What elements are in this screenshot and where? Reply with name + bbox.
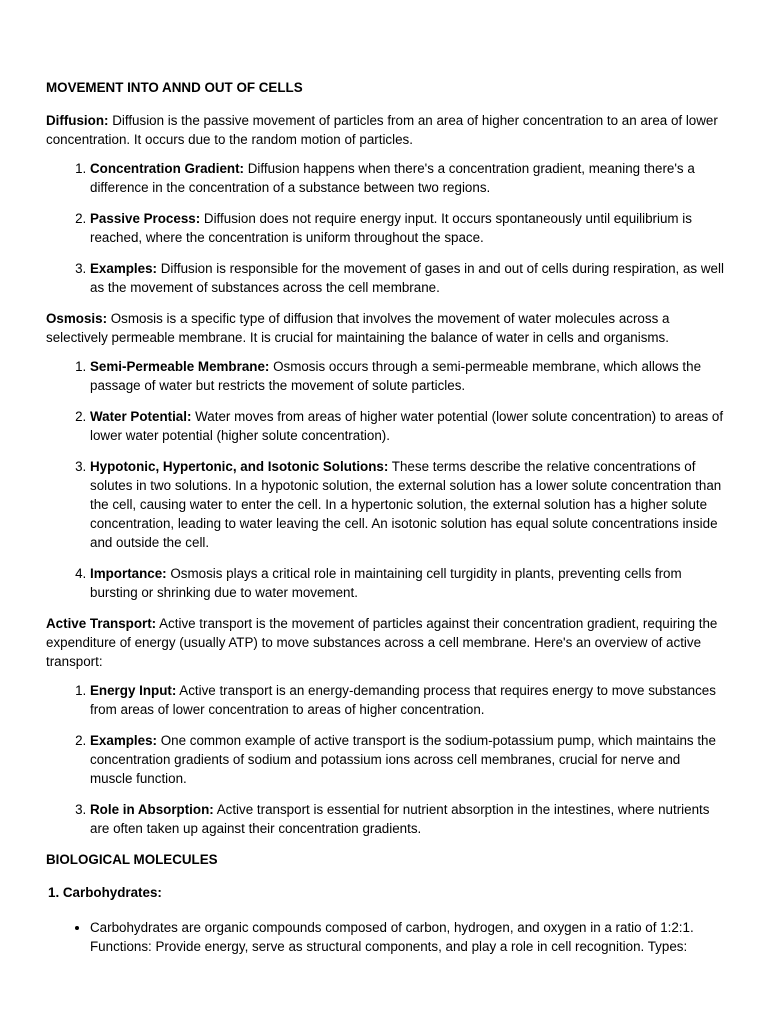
- item-term: Passive Process:: [90, 211, 201, 226]
- item-term: Hypotonic, Hypertonic, and Isotonic Solutions:: [90, 459, 389, 474]
- item-term: Importance:: [90, 566, 167, 581]
- carbohydrates-list: [46, 918, 726, 956]
- list-item: [90, 259, 726, 297]
- item-text: These terms describe the relative concentrations of solutes in two solutions. In a hypotonic solution, the external solution has a lower solute concentration than the cell, causing water to enter the cell. In a hypertonic solution, the external solution has a higher solute concentration, leading to water leaving the cell. An isotonic solution has equal solute concentrations inside and outside the cell.: [90, 459, 722, 550]
- list-item: [90, 209, 726, 247]
- active-transport-term: Active Transport:: [46, 616, 157, 631]
- item-term: Examples:: [90, 261, 157, 276]
- item-term: Semi-Permeable Membrane:: [90, 359, 270, 374]
- item-term: Concentration Gradient:: [90, 161, 244, 176]
- osmosis-list: [46, 357, 726, 602]
- list-item: • Carbohydrates are organic compounds composed of carbon, hydrogen, and oxygen in a ratio of 1:2:1. Functions: Provide energy, serve as structural components, and play a role in cell recognition. Types:: [90, 918, 726, 956]
- osmosis-paragraph: [46, 309, 726, 347]
- item-text: Active transport is an energy-demanding process that requires energy to move substances from areas of lower concentration to areas of higher concentration.: [90, 683, 716, 717]
- list-item: [90, 159, 726, 197]
- diffusion-paragraph: [46, 111, 726, 149]
- item-term: Water Potential:: [90, 409, 192, 424]
- active-transport-paragraph: [46, 614, 726, 671]
- diffusion-text: Diffusion is the passive movement of particles from an area of higher concentration to an area of lower concentration. It occurs due to the random motion of particles.: [46, 113, 718, 147]
- diffusion-term: Diffusion:: [46, 113, 109, 128]
- item-text: One common example of active transport is the sodium-potassium pump, which maintains the concentration gradients of sodium and potassium ions across cell membranes, crucial for nerve and muscle function.: [90, 733, 716, 786]
- active-transport-text: Active transport is the movement of particles against their concentration gradient, requiring the expenditure of energy (usually ATP) to move substances across a cell membrane. Here's an overview of active transport:: [46, 616, 718, 669]
- list-item: [90, 357, 726, 395]
- diffusion-list: [46, 159, 726, 297]
- item-text: Water moves from areas of higher water potential (lower solute concentration) to areas of lower water potential (higher solute concentration).: [90, 409, 724, 443]
- biological-molecules-heading: BIOLOGICAL MOLECULES: [46, 852, 218, 867]
- list-item: [90, 681, 726, 719]
- item-text: Diffusion is responsible for the movement of gases in and out of cells during respiration, as well as the movement of substances across the cell membrane.: [90, 261, 724, 295]
- section-title: MOVEMENT INTO ANND OUT OF CELLS: [46, 80, 303, 95]
- list-item: [90, 564, 726, 602]
- list-item: [90, 407, 726, 445]
- item-term: Energy Input:: [90, 683, 177, 698]
- item-term: Role in Absorption:: [90, 802, 214, 817]
- item-text: Active transport is essential for nutrient absorption in the intestines, where nutrients are often taken up against their concentration gradients.: [90, 802, 710, 836]
- list-item: [90, 457, 726, 552]
- list-item: [90, 800, 726, 838]
- item-text: Osmosis plays a critical role in maintaining cell turgidity in plants, preventing cells from bursting or shrinking due to water movement.: [90, 566, 682, 600]
- list-item: [90, 731, 726, 788]
- osmosis-term: Osmosis:: [46, 311, 108, 326]
- document-page: [46, 78, 726, 956]
- osmosis-text: Osmosis is a specific type of diffusion that involves the movement of water molecules across a selectively permeable membrane. It is crucial for maintaining the balance of water in cells and organisms.: [46, 311, 670, 345]
- carbohydrates-heading: 1. Carbohydrates:: [48, 885, 162, 900]
- item-text: Diffusion does not require energy input. It occurs spontaneously until equilibrium is reached, where the concentration is uniform throughout the space.: [90, 211, 692, 245]
- item-term: Examples:: [90, 733, 157, 748]
- item-text: Diffusion happens when there's a concentration gradient, meaning there's a difference in the concentration of a substance between two regions.: [90, 161, 695, 195]
- active-transport-list: [46, 681, 726, 838]
- item-text: Osmosis occurs through a semi-permeable membrane, which allows the passage of water but restricts the movement of solute particles.: [90, 359, 702, 393]
